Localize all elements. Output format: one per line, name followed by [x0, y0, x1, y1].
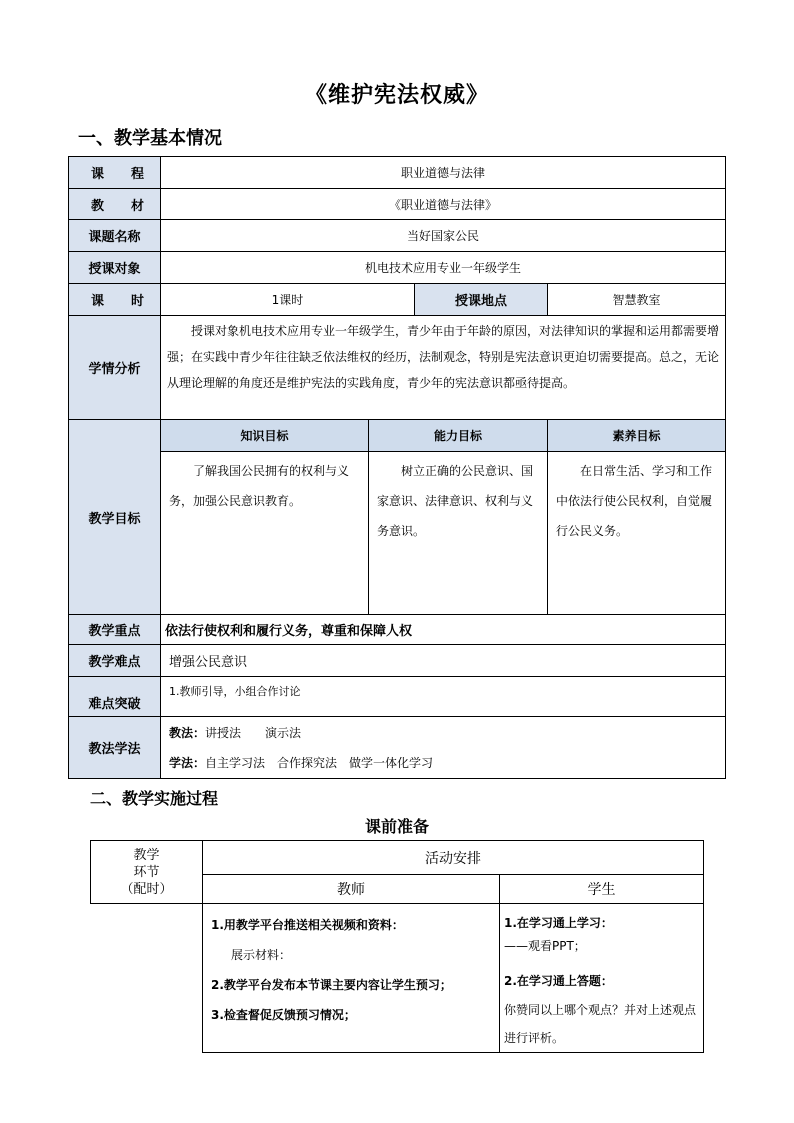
- breakthrough-value: 1.教师引导，小组合作讨论: [161, 677, 726, 717]
- learn-method-row: [169, 748, 725, 778]
- key-point-value: 依法行使权利和履行义务，尊重和保障人权: [161, 615, 726, 645]
- analysis-text: 授课对象机电技术应用专业一年级学生，青少年由于年龄的原因，对法律知识的掌握和运用都需要增强；在实践中青少年往往缺乏依法维权的经历，法制观念，特别是宪法意识更迫切需要提高。总之，无论从理论理解的角度还是维护宪法的实践角度，青少年的宪法意识都亟待提高。: [167, 324, 720, 390]
- goal-quality-text: 在日常生活、学习和工作中依法行使公民权利，自觉履行公民义务。: [548, 452, 726, 615]
- stage-header: 教学 环节 （配时）: [91, 841, 203, 904]
- subsection-heading-prep: 课前准备: [364, 817, 429, 836]
- difficulty-label: 教学难点: [69, 645, 161, 677]
- goal-quality-label: 素养目标: [548, 420, 726, 452]
- audience-label: 授课对象: [69, 252, 161, 284]
- student-item: 你赞同以上哪个观点？并对上述观点进行评析。: [504, 1003, 697, 1045]
- analysis-value: [161, 316, 726, 420]
- topic-label: 课题名称: [69, 220, 161, 252]
- student-item: ——观看PPT；: [504, 939, 586, 953]
- learn-method-value: 自主学习法 合作探究法 做学一体化学习: [205, 755, 434, 770]
- student-activities: [500, 904, 704, 1053]
- student-header: 学生: [500, 875, 704, 904]
- course-value: 职业道德与法律: [161, 157, 726, 189]
- place-value: 智慧教室: [548, 284, 726, 316]
- teach-method-row: [169, 718, 725, 748]
- goal-ability-label: 能力目标: [369, 420, 548, 452]
- process-table: [90, 840, 704, 1053]
- audience-value: 机电技术应用专业一年级学生: [161, 252, 726, 284]
- course-label: 课 程: [69, 157, 161, 189]
- textbook-value: 《职业道德与法律》: [161, 189, 726, 220]
- document-title: 《维护宪法权威》: [304, 83, 489, 108]
- key-point-label: 教学重点: [69, 615, 161, 645]
- teacher-header: 教师: [203, 875, 500, 904]
- hours-label: 课 时: [69, 284, 161, 316]
- teacher-item: 3.检查督促反馈预习情况；: [211, 1008, 356, 1022]
- learn-method-label: 学法：: [169, 755, 206, 770]
- activity-header: 活动安排: [203, 841, 704, 875]
- teacher-item: 2.教学平台发布本节课主要内容让学生预习；: [211, 978, 452, 992]
- analysis-label: 学情分析: [69, 316, 161, 420]
- textbook-label: 教 材: [69, 189, 161, 220]
- teacher-item: 1.用教学平台推送相关视频和资料：: [211, 918, 404, 932]
- section-heading-process: 二、教学实施过程: [90, 789, 219, 808]
- teach-method-value: 讲授法 演示法: [205, 725, 302, 740]
- hours-value: 1课时: [161, 284, 415, 316]
- topic-value: 当好国家公民: [161, 220, 726, 252]
- stage-cell: [91, 904, 203, 1053]
- student-item: 2.在学习通上答题：: [504, 974, 613, 988]
- teacher-item: 展示材料：: [231, 948, 292, 962]
- method-label: 教法学法: [69, 717, 161, 779]
- difficulty-value: 增强公民意识: [161, 645, 726, 677]
- teach-method-label: 教法：: [169, 725, 206, 740]
- student-item: 1.在学习通上学习：: [504, 916, 613, 930]
- goal-ability-text: 树立正确的公民意识、国家意识、法律意识、权利与义务意识。: [369, 452, 548, 615]
- method-cell: [161, 717, 726, 779]
- goals-label: 教学目标: [69, 420, 161, 615]
- basic-info-table: [68, 156, 726, 779]
- teacher-activities: [203, 904, 500, 1053]
- goal-knowledge-text: 了解我国公民拥有的权利与义务，加强公民意识教育。: [161, 452, 369, 615]
- breakthrough-label: 难点突破: [69, 677, 161, 717]
- section-heading-basic: 一、教学基本情况: [78, 128, 222, 149]
- place-label: 授课地点: [415, 284, 548, 316]
- goal-knowledge-label: 知识目标: [161, 420, 369, 452]
